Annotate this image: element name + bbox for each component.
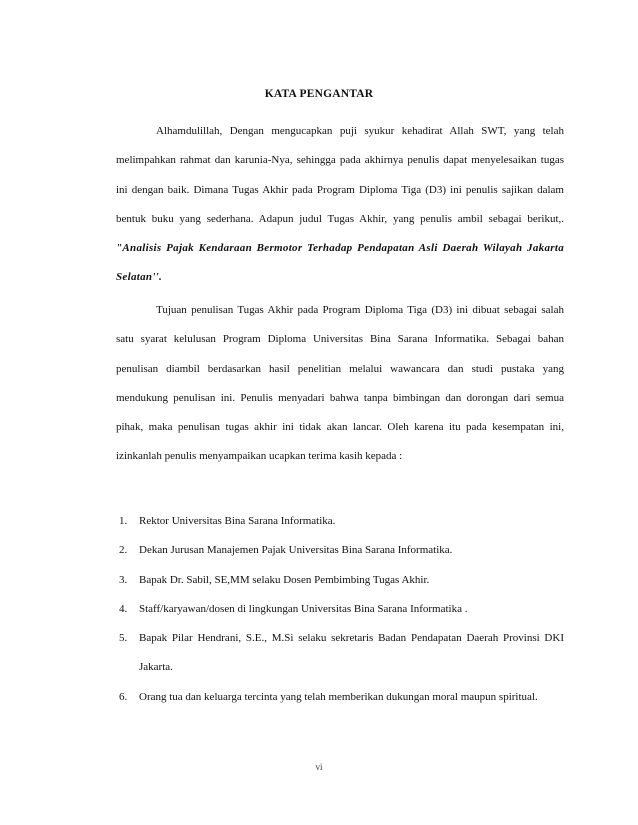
- list-item-number: 5.: [119, 632, 128, 645]
- paragraph-intro: [116, 117, 564, 293]
- list-item-text: Rektor Universitas Bina Sarana Informatika.: [139, 515, 336, 527]
- thesis-title-quote: "Analisis Pajak Kendaraan Bermotor Terhadap Pendapatan Asli Daerah Wilayah Jakarta Selatan''.: [116, 242, 564, 284]
- list-item: [116, 595, 564, 624]
- list-item: [116, 507, 564, 536]
- paragraph-intro-text: Alhamdulillah, Dengan mengucapkan puji syukur kehadirat Allah SWT, yang telah melimpahkan rahmat dan karunia-Nya, sehingga pada akhirnya penulis dapat menyelesaikan tugas ini dengan baik. Dimana Tugas Akhir pada Program Diploma Tiga (D3) ini penulis sajikan dalam bentuk buku yang sederhana. Adapun judul Tugas Akhir, yang penulis ambil sebagai berikut,.: [116, 125, 564, 225]
- list-item: [116, 536, 564, 565]
- list-item-number: 6.: [119, 690, 128, 703]
- list-item-text: Orang tua dan keluarga tercinta yang telah memberikan dukungan moral maupun spiritual.: [139, 690, 538, 703]
- page-number: vi: [315, 762, 323, 772]
- list-item-number: 4.: [119, 602, 128, 615]
- acknowledgement-list: [116, 507, 564, 712]
- list-item-text: Bapak Pilar Hendrani, S.E., M.Si selaku sekretaris Badan Pendapatan Daerah Provinsi DKI Jakarta.: [139, 632, 564, 674]
- list-item: [116, 683, 564, 712]
- list-item-number: 1.: [119, 515, 128, 527]
- list-item-text: Staff/karyawan/dosen di lingkungan Universitas Bina Sarana Informatika .: [139, 602, 468, 615]
- paragraph-purpose: Tujuan penulisan Tugas Akhir pada Program Diploma Tiga (D3) ini dibuat sebagai salah satu syarat kelulusan Program Diploma Universitas Bina Sarana Informatika. Sebagai bahan penulisan diambil berdasarkan hasil penelitian melalui wawancara dan studi pustaka yang mendukung penulisan ini. Penulis menyadari bahwa tanpa bimbingan dan dorongan dari semua pihak, maka penulisan tugas akhir ini tidak akan lancar. Oleh karena itu pada kesempatan ini, izinkanlah penulis menyampaikan ucapkan terima kasih kepada :: [116, 304, 564, 463]
- page-title: KATA PENGANTAR: [264, 88, 374, 100]
- list-item-number: 3.: [119, 573, 128, 586]
- list-item-number: 2.: [119, 544, 128, 557]
- list-item-text: Bapak Dr. Sabil, SE,MM selaku Dosen Pembimbing Tugas Akhir.: [139, 573, 430, 586]
- list-item: [116, 624, 564, 683]
- list-item: [116, 566, 564, 595]
- list-item-text: Dekan Jurusan Manajemen Pajak Universitas Bina Sarana Informatika.: [139, 544, 453, 557]
